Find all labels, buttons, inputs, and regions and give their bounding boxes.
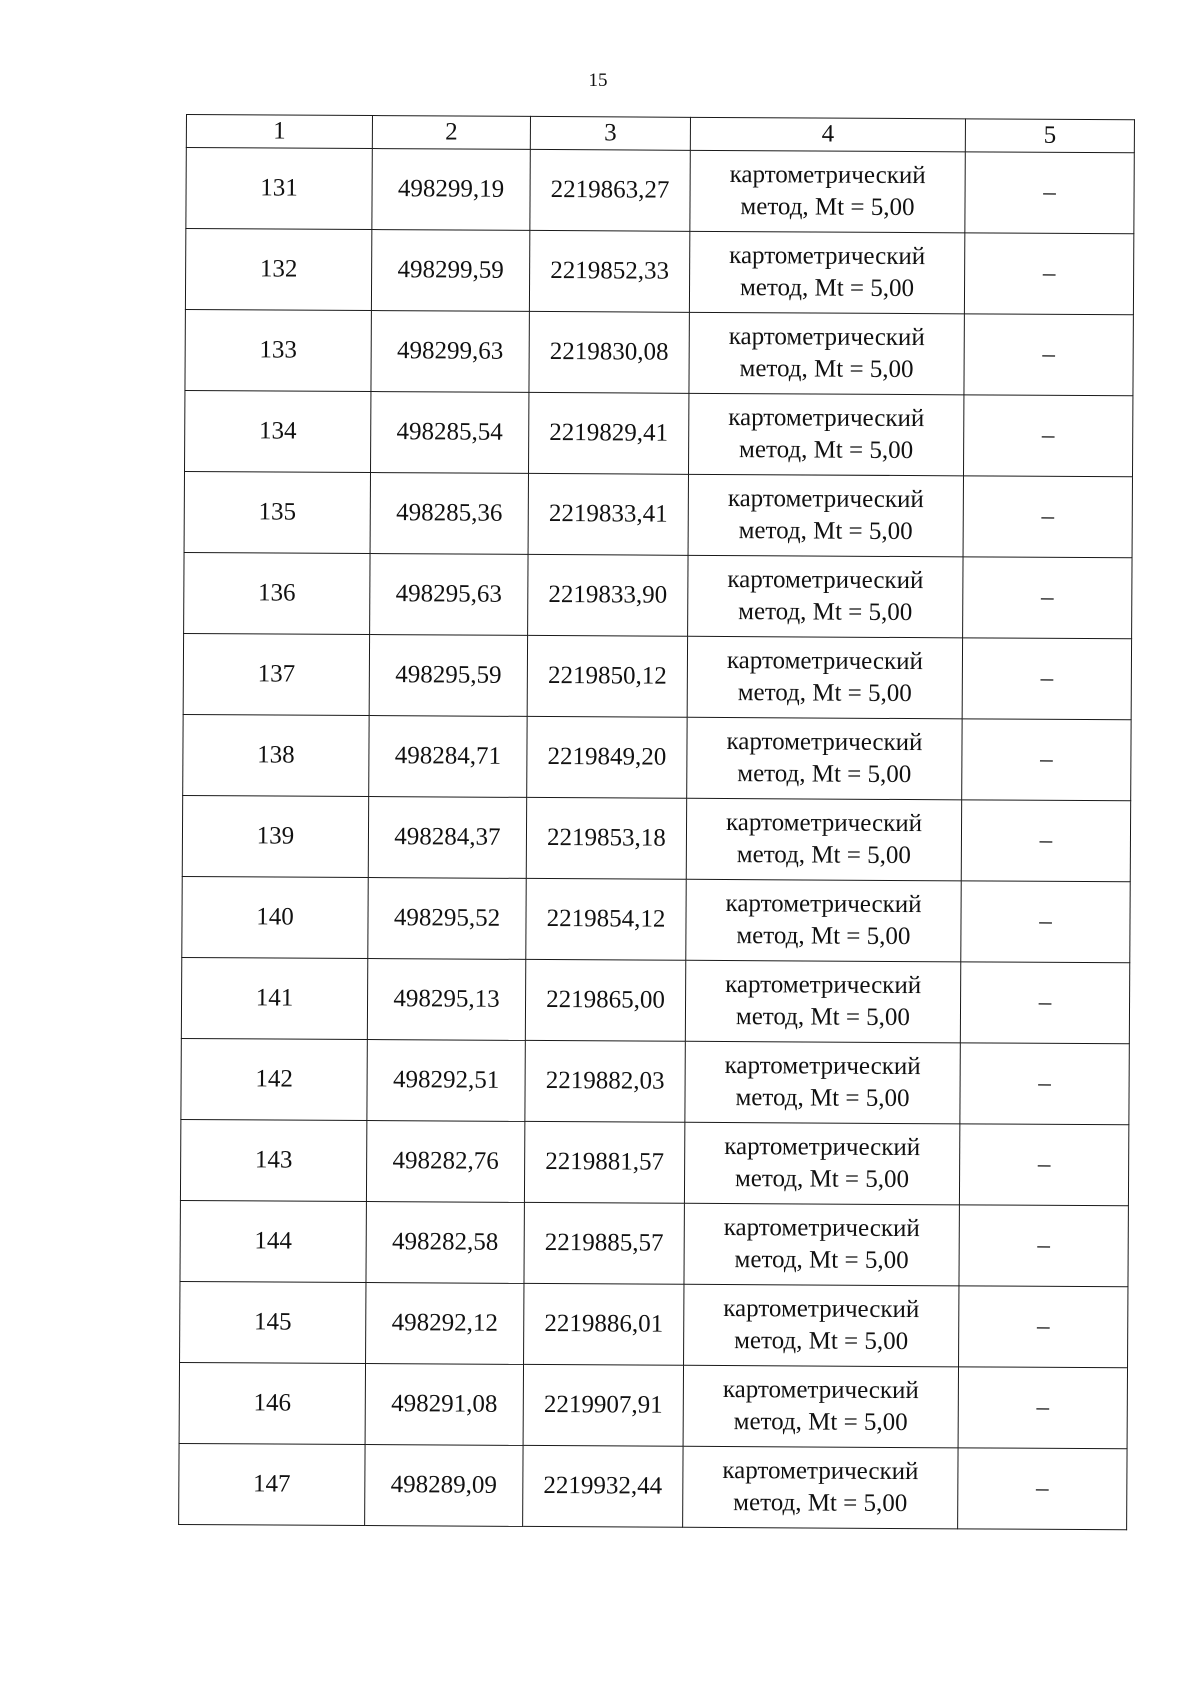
column-header: 5 — [965, 119, 1134, 153]
method-cell — [684, 1203, 959, 1286]
y-coordinate-cell: 2219829,41 — [528, 392, 688, 474]
x-coordinate-cell: 498295,13 — [367, 959, 525, 1041]
y-coordinate-cell: 2219853,18 — [526, 797, 686, 879]
y-coordinate-cell: 2219854,12 — [526, 878, 686, 960]
y-coordinate-cell: 2219932,44 — [523, 1445, 683, 1527]
x-coordinate-cell: 498295,59 — [369, 635, 527, 717]
point-number-cell: 138 — [183, 714, 369, 796]
method-cell — [688, 474, 963, 557]
note-cell: – — [964, 233, 1133, 315]
note-cell: – — [959, 1286, 1128, 1368]
method-line-2: метод, Mt = 5,00 — [734, 1165, 910, 1194]
method-line-2: метод, Mt = 5,00 — [737, 760, 912, 789]
point-number-cell: 142 — [181, 1038, 367, 1120]
method-line-2: метод, Mt = 5,00 — [739, 436, 914, 465]
note-cell: – — [962, 638, 1131, 720]
x-coordinate-cell: 498292,12 — [366, 1283, 524, 1365]
table-row — [185, 390, 1133, 476]
method-line-1: картометрический — [727, 485, 924, 514]
method-line-1: картометрический — [725, 890, 922, 919]
table-row — [181, 957, 1129, 1043]
note-cell: – — [964, 314, 1133, 396]
method-line-1: картометрический — [727, 566, 924, 595]
table-row — [183, 714, 1131, 800]
note-cell: – — [961, 800, 1130, 882]
method-cell — [688, 555, 963, 638]
method-cell — [687, 717, 962, 800]
method-line-2: метод, Mt = 5,00 — [736, 922, 911, 951]
y-coordinate-cell: 2219882,03 — [525, 1040, 685, 1122]
method-line-1: картометрический — [723, 1295, 920, 1324]
point-number-cell: 136 — [184, 552, 370, 634]
point-number-cell: 131 — [186, 148, 372, 230]
note-cell: – — [958, 1367, 1127, 1449]
table-row — [181, 1038, 1129, 1124]
table-row — [179, 1443, 1127, 1529]
method-line-1: картометрический — [725, 971, 922, 1000]
x-coordinate-cell: 498291,08 — [365, 1364, 523, 1446]
method-line-2: метод, Mt = 5,00 — [739, 355, 914, 384]
method-line-1: картометрический — [729, 161, 926, 190]
method-cell — [689, 231, 964, 314]
table-row — [182, 795, 1130, 881]
method-line-1: картометрический — [728, 323, 925, 352]
table-row — [185, 229, 1133, 315]
y-coordinate-cell: 2219850,12 — [527, 635, 687, 717]
table-row — [180, 1200, 1128, 1286]
y-coordinate-cell: 2219852,33 — [529, 230, 689, 312]
column-header: 1 — [186, 115, 372, 149]
point-number-cell: 146 — [179, 1362, 365, 1444]
method-line-1: картометрический — [729, 242, 926, 271]
note-cell: – — [963, 476, 1132, 558]
note-cell: – — [960, 962, 1129, 1044]
table-header-row — [186, 115, 1134, 153]
method-line-2: метод, Mt = 5,00 — [733, 1408, 908, 1437]
table-row — [185, 309, 1133, 395]
table-row — [183, 633, 1131, 719]
x-coordinate-cell: 498299,19 — [372, 149, 530, 231]
method-cell — [689, 312, 964, 395]
coordinates-table — [178, 114, 1135, 1530]
point-number-cell: 134 — [185, 390, 371, 472]
method-cell — [686, 879, 961, 962]
x-coordinate-cell: 498284,71 — [369, 716, 527, 798]
point-number-cell: 135 — [184, 471, 370, 553]
point-number-cell: 140 — [182, 876, 368, 958]
method-line-2: метод, Mt = 5,00 — [736, 841, 911, 870]
point-number-cell: 133 — [185, 309, 371, 391]
method-line-1: картометрический — [722, 1457, 919, 1486]
y-coordinate-cell: 2219849,20 — [527, 716, 687, 798]
method-cell — [683, 1446, 958, 1529]
method-cell — [684, 1122, 959, 1205]
y-coordinate-cell: 2219833,41 — [528, 473, 688, 555]
y-coordinate-cell: 2219833,90 — [528, 554, 688, 636]
point-number-cell: 139 — [182, 795, 368, 877]
point-number-cell: 141 — [181, 957, 367, 1039]
method-cell — [686, 798, 961, 881]
note-cell: – — [958, 1448, 1127, 1530]
table-row — [179, 1362, 1127, 1448]
method-line-2: метод, Mt = 5,00 — [734, 1246, 909, 1275]
table-row — [184, 471, 1132, 557]
table-row — [186, 148, 1134, 234]
coordinates-table-container — [178, 114, 1134, 1530]
x-coordinate-cell: 498289,09 — [365, 1445, 523, 1527]
table-body — [179, 115, 1135, 1530]
method-cell — [684, 1284, 959, 1367]
table-row — [180, 1281, 1128, 1367]
method-line-1: картометрический — [725, 809, 923, 838]
method-line-2: метод, Mt = 5,00 — [735, 1003, 911, 1032]
y-coordinate-cell: 2219865,00 — [525, 959, 685, 1041]
method-line-1: картометрический — [724, 1133, 921, 1162]
y-coordinate-cell: 2219907,91 — [523, 1364, 683, 1446]
x-coordinate-cell: 498282,76 — [366, 1121, 524, 1203]
y-coordinate-cell: 2219886,01 — [524, 1283, 684, 1365]
table-row — [184, 552, 1132, 638]
method-line-1: картометрический — [722, 1376, 919, 1405]
method-line-2: метод, Mt = 5,00 — [737, 679, 912, 708]
note-cell: – — [962, 719, 1131, 801]
note-cell: – — [961, 881, 1130, 963]
method-line-2: метод, Mt = 5,00 — [733, 1489, 908, 1518]
y-coordinate-cell: 2219881,57 — [524, 1121, 684, 1203]
method-line-2: метод, Mt = 5,00 — [738, 517, 913, 546]
point-number-cell: 137 — [183, 633, 369, 715]
y-coordinate-cell: 2219830,08 — [529, 311, 689, 393]
method-line-1: картометрический — [724, 1052, 921, 1081]
method-cell — [683, 1365, 958, 1448]
note-cell: – — [963, 557, 1132, 639]
table-row — [182, 876, 1130, 962]
point-number-cell: 145 — [180, 1281, 366, 1363]
method-cell — [690, 150, 965, 233]
method-cell — [685, 1041, 960, 1124]
point-number-cell: 147 — [179, 1443, 365, 1525]
note-cell: – — [963, 395, 1132, 477]
y-coordinate-cell: 2219863,27 — [530, 149, 690, 231]
method-cell — [688, 393, 963, 476]
column-header: 4 — [690, 117, 965, 152]
method-line-1: картометрический — [726, 728, 923, 757]
x-coordinate-cell: 498295,63 — [370, 554, 528, 636]
x-coordinate-cell: 498285,36 — [370, 473, 528, 555]
column-header: 3 — [530, 116, 690, 150]
x-coordinate-cell: 498292,51 — [367, 1040, 525, 1122]
x-coordinate-cell: 498299,63 — [371, 311, 529, 393]
x-coordinate-cell: 498282,58 — [366, 1202, 524, 1284]
method-cell — [687, 636, 962, 719]
x-coordinate-cell: 498295,52 — [368, 878, 526, 960]
method-line-1: картометрический — [723, 1214, 920, 1243]
method-line-2: метод, Mt = 5,00 — [734, 1327, 909, 1356]
method-line-2: метод, Mt = 5,00 — [735, 1084, 910, 1113]
note-cell: – — [959, 1124, 1128, 1206]
note-cell: – — [959, 1205, 1128, 1287]
x-coordinate-cell: 498299,59 — [371, 230, 529, 312]
page-number: 15 — [588, 70, 608, 91]
method-line-2: метод, Mt = 5,00 — [739, 274, 915, 303]
note-cell: – — [965, 152, 1134, 234]
method-line-1: картометрический — [728, 404, 925, 433]
point-number-cell: 132 — [185, 229, 371, 311]
x-coordinate-cell: 498285,54 — [371, 392, 529, 474]
x-coordinate-cell: 498284,37 — [368, 797, 526, 879]
method-line-2: метод, Mt = 5,00 — [740, 193, 915, 222]
point-number-cell: 143 — [180, 1119, 366, 1201]
column-header: 2 — [372, 116, 530, 150]
method-line-2: метод, Mt = 5,00 — [738, 598, 913, 627]
note-cell: – — [960, 1043, 1129, 1125]
table-row — [180, 1119, 1128, 1205]
method-line-1: картометрический — [726, 647, 924, 676]
point-number-cell: 144 — [180, 1200, 366, 1282]
method-cell — [685, 960, 960, 1043]
y-coordinate-cell: 2219885,57 — [524, 1202, 684, 1284]
